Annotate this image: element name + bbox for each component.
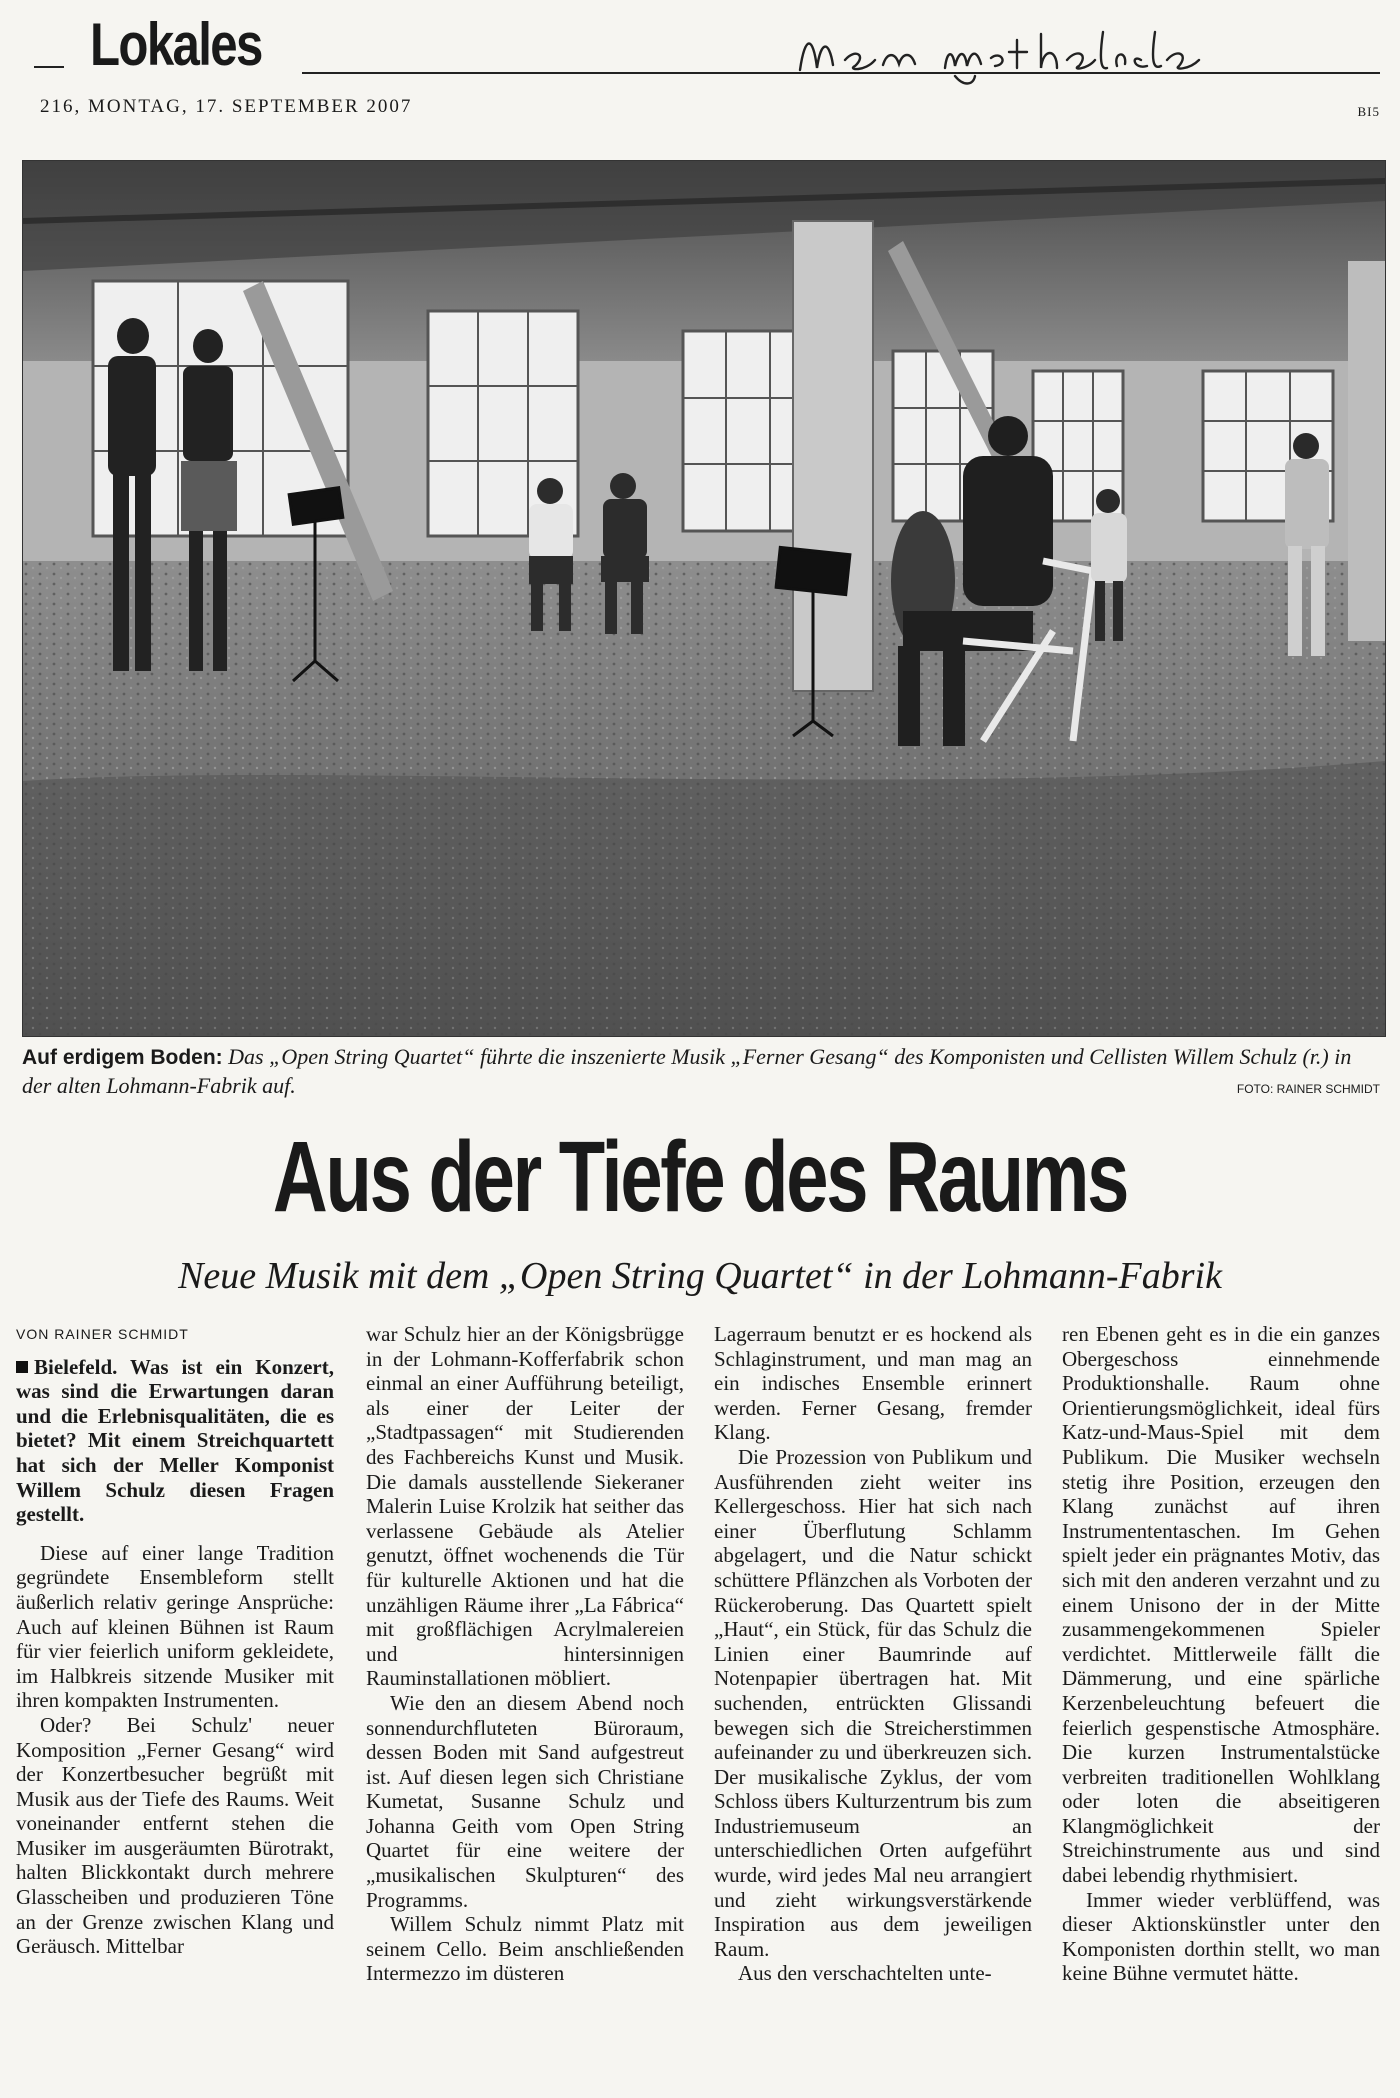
- paragraph: Oder? Bei Schulz' neuer Komposition „Ferner Gesang“ wird der Konzertbesucher begrüßt mit Musik aus der Tiefe des Raums. Weit voneinander entfernt stehen die Musiker im ausgeräumten Bürotrakt, halten Blickkontakt durch mehrere Glasscheiben und produzieren Töne an der Grenze zwischen Klang und Geräusch. Mittelbar: [16, 1712, 334, 1959]
- masthead-handwritten-signature: [795, 20, 1215, 101]
- photo-caption: [22, 1043, 1384, 1100]
- article-column-2: [366, 1322, 684, 1986]
- header-dash: [34, 66, 64, 68]
- paragraph: Willem Schulz nimmt Platz mit seinem Cello. Beim anschließenden Intermezzo im düsteren: [366, 1912, 684, 1986]
- lead-bullet-icon: [16, 1361, 28, 1373]
- paragraph: Diese auf einer lange Tradition gegründete Ensembleform stellt äußerlich relativ geringe Ansprüche: Auch auf kleinen Bühnen ist Raum für vier feierlich uniform gekleidete, im Halbkreis sitzende Musiker mit ihren kompakten Instrumenten.: [16, 1540, 334, 1713]
- page-code: BI5: [1357, 104, 1380, 119]
- article-lead: [16, 1355, 334, 1527]
- paragraph: Lagerraum benutzt er es hockend als Schlaginstrument, und man mag an ein indisches Ensemble erinnert werden. Ferner Gesang, fremder Klang.: [714, 1322, 1032, 1445]
- pillar-center: [793, 221, 873, 691]
- paragraph: war Schulz hier an der Königsbrügge in der Lohmann-Kofferfabrik schon einmal an einer Aufführung beteiligt, als einer der Leiter der „Stadtpassagen“ mit Studierenden des Fachbereichs Kunst und Musik. Die damals ausstellende Siekeraner Malerin Luise Krolzik hat seither das verlassene Gebäude als Atelier genutzt, öffnet wochenends die Tür für kulturelle Aktionen und hat die unzähligen Räume ihrer „La Fábrica“ mit großflächigen Acrylmalereien und hintersinnigen Rauminstallationen möbliert.: [366, 1322, 684, 1691]
- article-column-1: [16, 1322, 334, 1959]
- signature-scribble: [795, 20, 1215, 90]
- article-column-3: [714, 1322, 1032, 1986]
- paragraph: Die Prozession von Publikum und Ausführenden zieht weiter ins Kellergeschoss. Hier hat sich nach einer Überflutung Schlamm abgelagert, und die Natur schickt schüttere Pflänzchen als Vorboten der Rückeroberung. Das Quartett spielt „Haut“, ein Stück, für das Schulz die Linien einer Baumrinde auf Notenpapier übertragen hat. Mit suchenden, entrückten Glissandi bewegen sich die Streicherstimmen aufeinander zu und überkreuzen sich. Der musikalische Zyklus, der vom Schloss übers Kulturzentrum bis zum Industriemuseum an unterschiedlichen Orten aufgeführt wurde, wird jedes Mal neu arrangiert und zieht wirkungsverstärkende Inspiration aus dem jeweiligen Raum.: [714, 1444, 1032, 1961]
- section-title: Lokales: [90, 11, 262, 78]
- photo-credit: FOTO: RAINER SCHMIDT: [1236, 1082, 1380, 1096]
- caption-label: Auf erdigem Boden:: [22, 1046, 223, 1069]
- article-column-4: [1062, 1322, 1380, 1986]
- paragraph: Immer wieder verblüffend, was dieser Aktionskünstler unter den Komponisten dorthin stellt, wo man keine Bühne vermutet hätte.: [1062, 1887, 1380, 1986]
- paragraph: Aus den verschachtelten unte-: [738, 1961, 992, 1986]
- paragraph: Wie den an diesem Abend noch sonnendurchfluteten Büroraum, dessen Boden mit Sand aufgestreut ist. Auf diesen legen sich Christiane Kumetat, Susanne Schulz und Johanna Geith vom Open String Quartet für eine weitere der „musikalischen Skulpturen“ des Programms.: [366, 1690, 684, 1912]
- caption-text: Das „Open String Quartet“ führte die inszenierte Musik „Ferner Gesang“ des Komponisten und Cellisten Willem Schulz (r.) in der alten Lohmann-Fabrik auf.: [22, 1044, 1352, 1098]
- lead-text: Bielefeld. Was ist ein Konzert, was sind die Erwartungen daran und die Erlebnisqualitäten, die es bietet? Mit einem Streichquartett hat sich der Meller Komponist Willem Schulz diesen Fragen gestellt.: [16, 1354, 334, 1527]
- paragraph: ren Ebenen geht es in die ein ganzes Obergeschoss einnehmende Produktionshalle. Raum ohne Orientierungsmöglichkeit, ideal fürs Katz-und-Maus-Spiel mit dem Publikum. Die Musiker wechseln stetig ihre Position, erzeugen den Klang zunächst auf ihren Instrumententaschen. Im Gehen spielt jeder ein prägnantes Motiv, das sich mit den anderen verzahnt und zu einem Unisono der in der Mitte zusammengekommenen Spieler verdichtet. Mittlerweile fällt die Dämmerung, und eine spärliche Kerzenbeleuchtung befeuert die feierlich gespenstische Atmosphäre. Die kurzen Instrumentalstücke verbreiten traditionellen Wohlklang oder loten die abseitigeren Klangmöglichkeit der Streichinstrumente aus und sind dabei lebendig rhythmisiert.: [1062, 1322, 1380, 1888]
- date-line: 216, MONTAG, 17. SEPTEMBER 2007: [40, 96, 413, 117]
- headline: [0, 1120, 1400, 1235]
- photo-factory-hall: [23, 161, 1385, 1036]
- headline-text: Aus der Tiefe des Raums: [272, 1121, 1128, 1233]
- article-photo: [22, 160, 1386, 1037]
- subheadline: Neue Musik mit dem „Open String Quartet“ in der Lohmann-Fabrik: [178, 1255, 1222, 1297]
- byline: VON RAINER SCHMIDT: [16, 1326, 189, 1342]
